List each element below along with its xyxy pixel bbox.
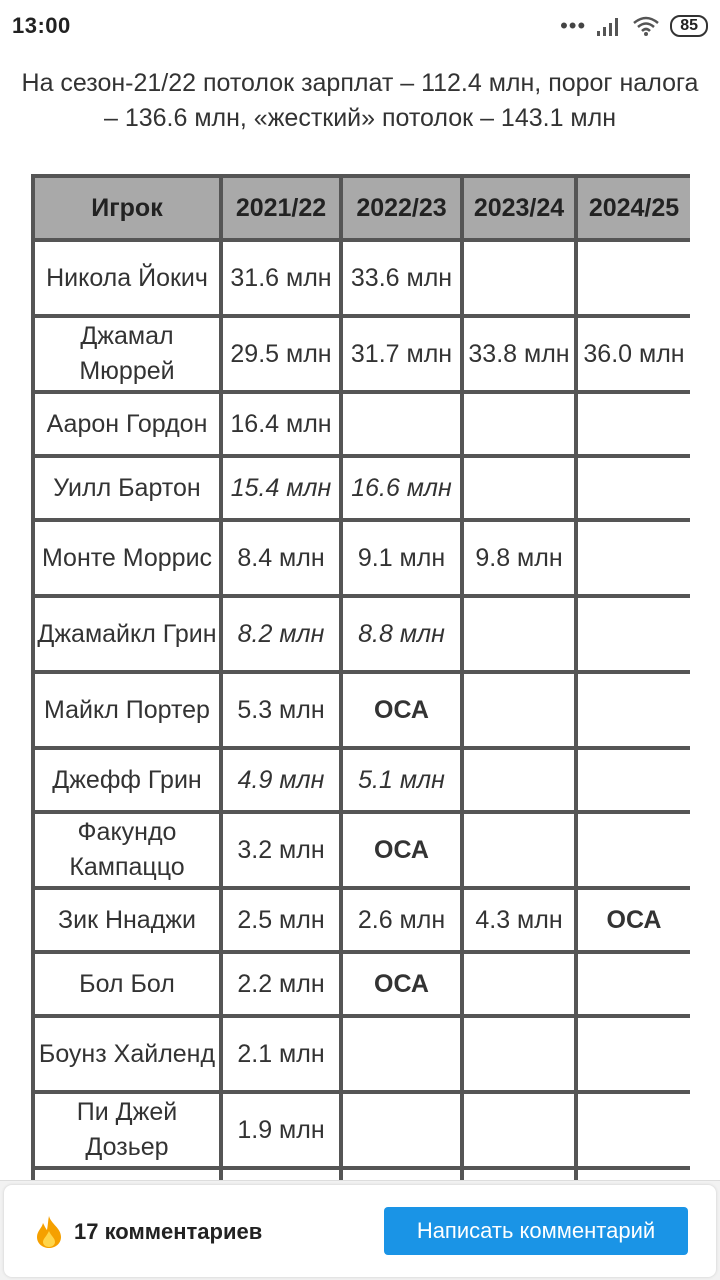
player-name: Факундо Кампаццо (33, 812, 221, 888)
salary-cell (576, 1016, 690, 1092)
table-header-row (33, 176, 690, 240)
fire-icon (34, 1215, 64, 1249)
salary-table (31, 174, 690, 1180)
table-row (33, 596, 690, 672)
comments-link[interactable] (34, 1215, 262, 1249)
option-cell: ОСА (341, 672, 462, 748)
table-row (33, 672, 690, 748)
option-cell: ОСА (341, 952, 462, 1016)
player-name: Никола Йокич (33, 240, 221, 316)
write-comment-button[interactable]: Написать комментарий (384, 1207, 688, 1255)
salary-cell: 8.2 млн (221, 596, 341, 672)
player-name: Пи Джей Дозьер (33, 1092, 221, 1168)
salary-cell (462, 596, 576, 672)
salary-cell (462, 748, 576, 812)
salary-cell: 31.7 млн (341, 316, 462, 392)
player-name (33, 1168, 221, 1180)
salary-cell (462, 672, 576, 748)
salary-cell (576, 520, 690, 596)
table-row (33, 812, 690, 888)
salary-cell: 2.2 млн (221, 952, 341, 1016)
header-season: 2021/22 (221, 176, 341, 240)
salary-cell: 8.8 млн (341, 596, 462, 672)
salary-cell (462, 812, 576, 888)
table-caption: На сезон-21/22 потолок зарплат – 112.4 млн, порог налога – 136.6 млн, «жесткий» потолок – 143.1 млн (21, 69, 699, 132)
salary-cell (221, 1168, 341, 1180)
signal-icon (596, 15, 622, 37)
salary-cell (576, 1168, 690, 1180)
salary-cell: 33.8 млн (462, 316, 576, 392)
salary-cell (576, 456, 690, 520)
salary-cell: 29.5 млн (221, 316, 341, 392)
header-player: Игрок (33, 176, 221, 240)
battery-icon: 85 (670, 15, 708, 37)
table-row (33, 240, 690, 316)
salary-cell (462, 456, 576, 520)
status-bar (0, 0, 720, 52)
salary-cell (341, 392, 462, 456)
player-name: Бол Бол (33, 952, 221, 1016)
salary-cell: 15.4 млн (221, 456, 341, 520)
salary-cell: 4.9 млн (221, 748, 341, 812)
table-row (33, 748, 690, 812)
salary-cell (576, 392, 690, 456)
salary-cell: 2.1 млн (221, 1016, 341, 1092)
comment-bar-card (4, 1185, 716, 1277)
salary-cell: 9.8 млн (462, 520, 576, 596)
salary-cell: 5.3 млн (221, 672, 341, 748)
salary-cell (341, 1168, 462, 1180)
salary-cell: 31.6 млн (221, 240, 341, 316)
salary-cell (576, 952, 690, 1016)
player-name: Джефф Грин (33, 748, 221, 812)
player-name: Майкл Портер (33, 672, 221, 748)
player-name: Аарон Гордон (33, 392, 221, 456)
table-row (33, 456, 690, 520)
salary-cell: 4.3 млн (462, 888, 576, 952)
salary-cell (462, 952, 576, 1016)
option-cell: ОСА (341, 812, 462, 888)
salary-cell (341, 1092, 462, 1168)
salary-cell (462, 392, 576, 456)
salary-cell: 9.1 млн (341, 520, 462, 596)
header-season: 2024/25 (576, 176, 690, 240)
player-name: Уилл Бартон (33, 456, 221, 520)
salary-cell (576, 1092, 690, 1168)
salary-cell (576, 596, 690, 672)
wifi-icon (632, 15, 660, 37)
status-time: 13:00 (12, 13, 71, 38)
header-season: 2022/23 (341, 176, 462, 240)
table-row (33, 952, 690, 1016)
table-row (33, 520, 690, 596)
player-name: Монте Моррис (33, 520, 221, 596)
salary-cell: 8.4 млн (221, 520, 341, 596)
table-row (33, 1092, 690, 1168)
salary-cell: 2.6 млн (341, 888, 462, 952)
player-name: Боунз Хайленд (33, 1016, 221, 1092)
header-season: 2023/24 (462, 176, 576, 240)
salary-cell: 16.4 млн (221, 392, 341, 456)
salary-cell (576, 672, 690, 748)
comment-bar (0, 1180, 720, 1280)
salary-cell: 33.6 млн (341, 240, 462, 316)
table-row (33, 888, 690, 952)
salary-cell (576, 812, 690, 888)
table-row (33, 316, 690, 392)
notification-dots-icon: ••• (560, 13, 587, 38)
salary-cell: 1.9 млн (221, 1092, 341, 1168)
player-name: Джамайкл Грин (33, 596, 221, 672)
salary-cell (462, 240, 576, 316)
player-name: Зик Ннаджи (33, 888, 221, 952)
table-row (33, 392, 690, 456)
salary-cell: 2.5 млн (221, 888, 341, 952)
salary-cell: 36.0 млн (576, 316, 690, 392)
salary-cell: 3.2 млн (221, 812, 341, 888)
salary-cell: 5.1 млн (341, 748, 462, 812)
player-name: Джамал Мюррей (33, 316, 221, 392)
comments-count: 17 комментариев (74, 1219, 263, 1244)
table-row (33, 1016, 690, 1092)
salary-table-container[interactable] (31, 174, 690, 1180)
salary-cell (576, 748, 690, 812)
salary-cell (462, 1168, 576, 1180)
option-cell: ОСА (576, 888, 690, 952)
salary-cell (462, 1092, 576, 1168)
table-row (33, 1168, 690, 1180)
salary-cell: 16.6 млн (341, 456, 462, 520)
salary-cell (576, 240, 690, 316)
status-icons (560, 15, 708, 37)
salary-cell (341, 1016, 462, 1092)
salary-cell (462, 1016, 576, 1092)
